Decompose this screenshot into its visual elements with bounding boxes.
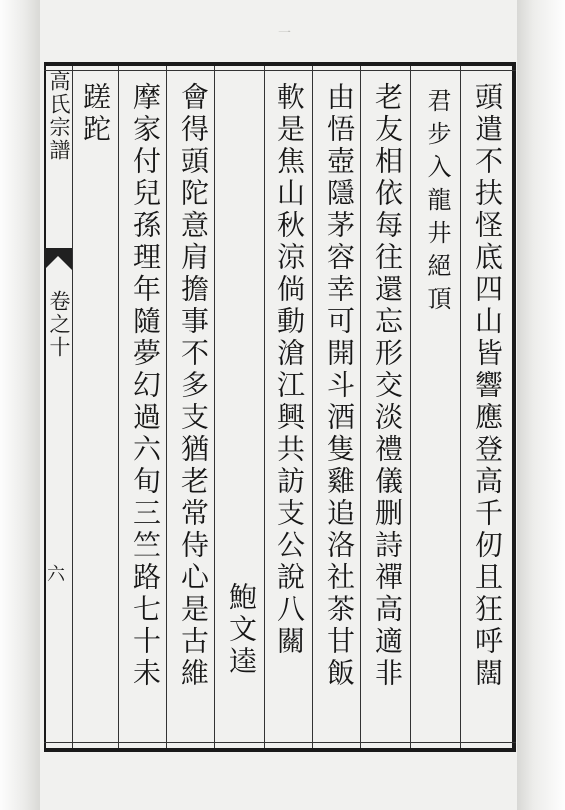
text-column-3: 老友相依每往還忘形交淡禮儀删詩禪高適非 [371,82,404,690]
center-strip [44,66,72,748]
text-column-4: 由悟壺隱茅容幸可開斗酒隻雞追洛社茶甘飯 [323,82,356,690]
text-column-1: 頭遣不扶怪底四山皆響應登高千仞且狂呼闊 [471,82,504,690]
binding-edge-right [517,0,565,810]
text-column-9: 蹉跎 [79,82,112,146]
column-rule [264,66,265,748]
column-rule [72,66,73,748]
text-column-7: 會得頭陀意肩擔事不多支猶老常侍心是古維 [177,82,210,690]
frame-inner-bottom-line [44,742,516,743]
volume-label: 卷之十 [47,290,71,359]
binding-edge-left [0,0,40,810]
column-rule [312,66,313,748]
text-column-8: 摩家付兒孫理年隨夢幻過六旬三竺路七十未 [129,82,162,690]
frame-inner-top-line [44,70,516,71]
bleed-through-mark: 一 [278,26,292,41]
column-rule [410,66,411,748]
book-title: 高氏宗譜 [47,70,71,162]
column-rule [118,66,119,748]
folio-number: 六 [47,564,65,585]
text-column-5: 軟是焦山秋涼倘動滄江興共訪支公說八關 [273,82,306,658]
column-rule [460,66,461,748]
text-column-2: 君步入龍井絕頂 [423,88,451,319]
author-name: 鮑文逵 [225,582,258,678]
fishtail-triangle [44,256,72,270]
